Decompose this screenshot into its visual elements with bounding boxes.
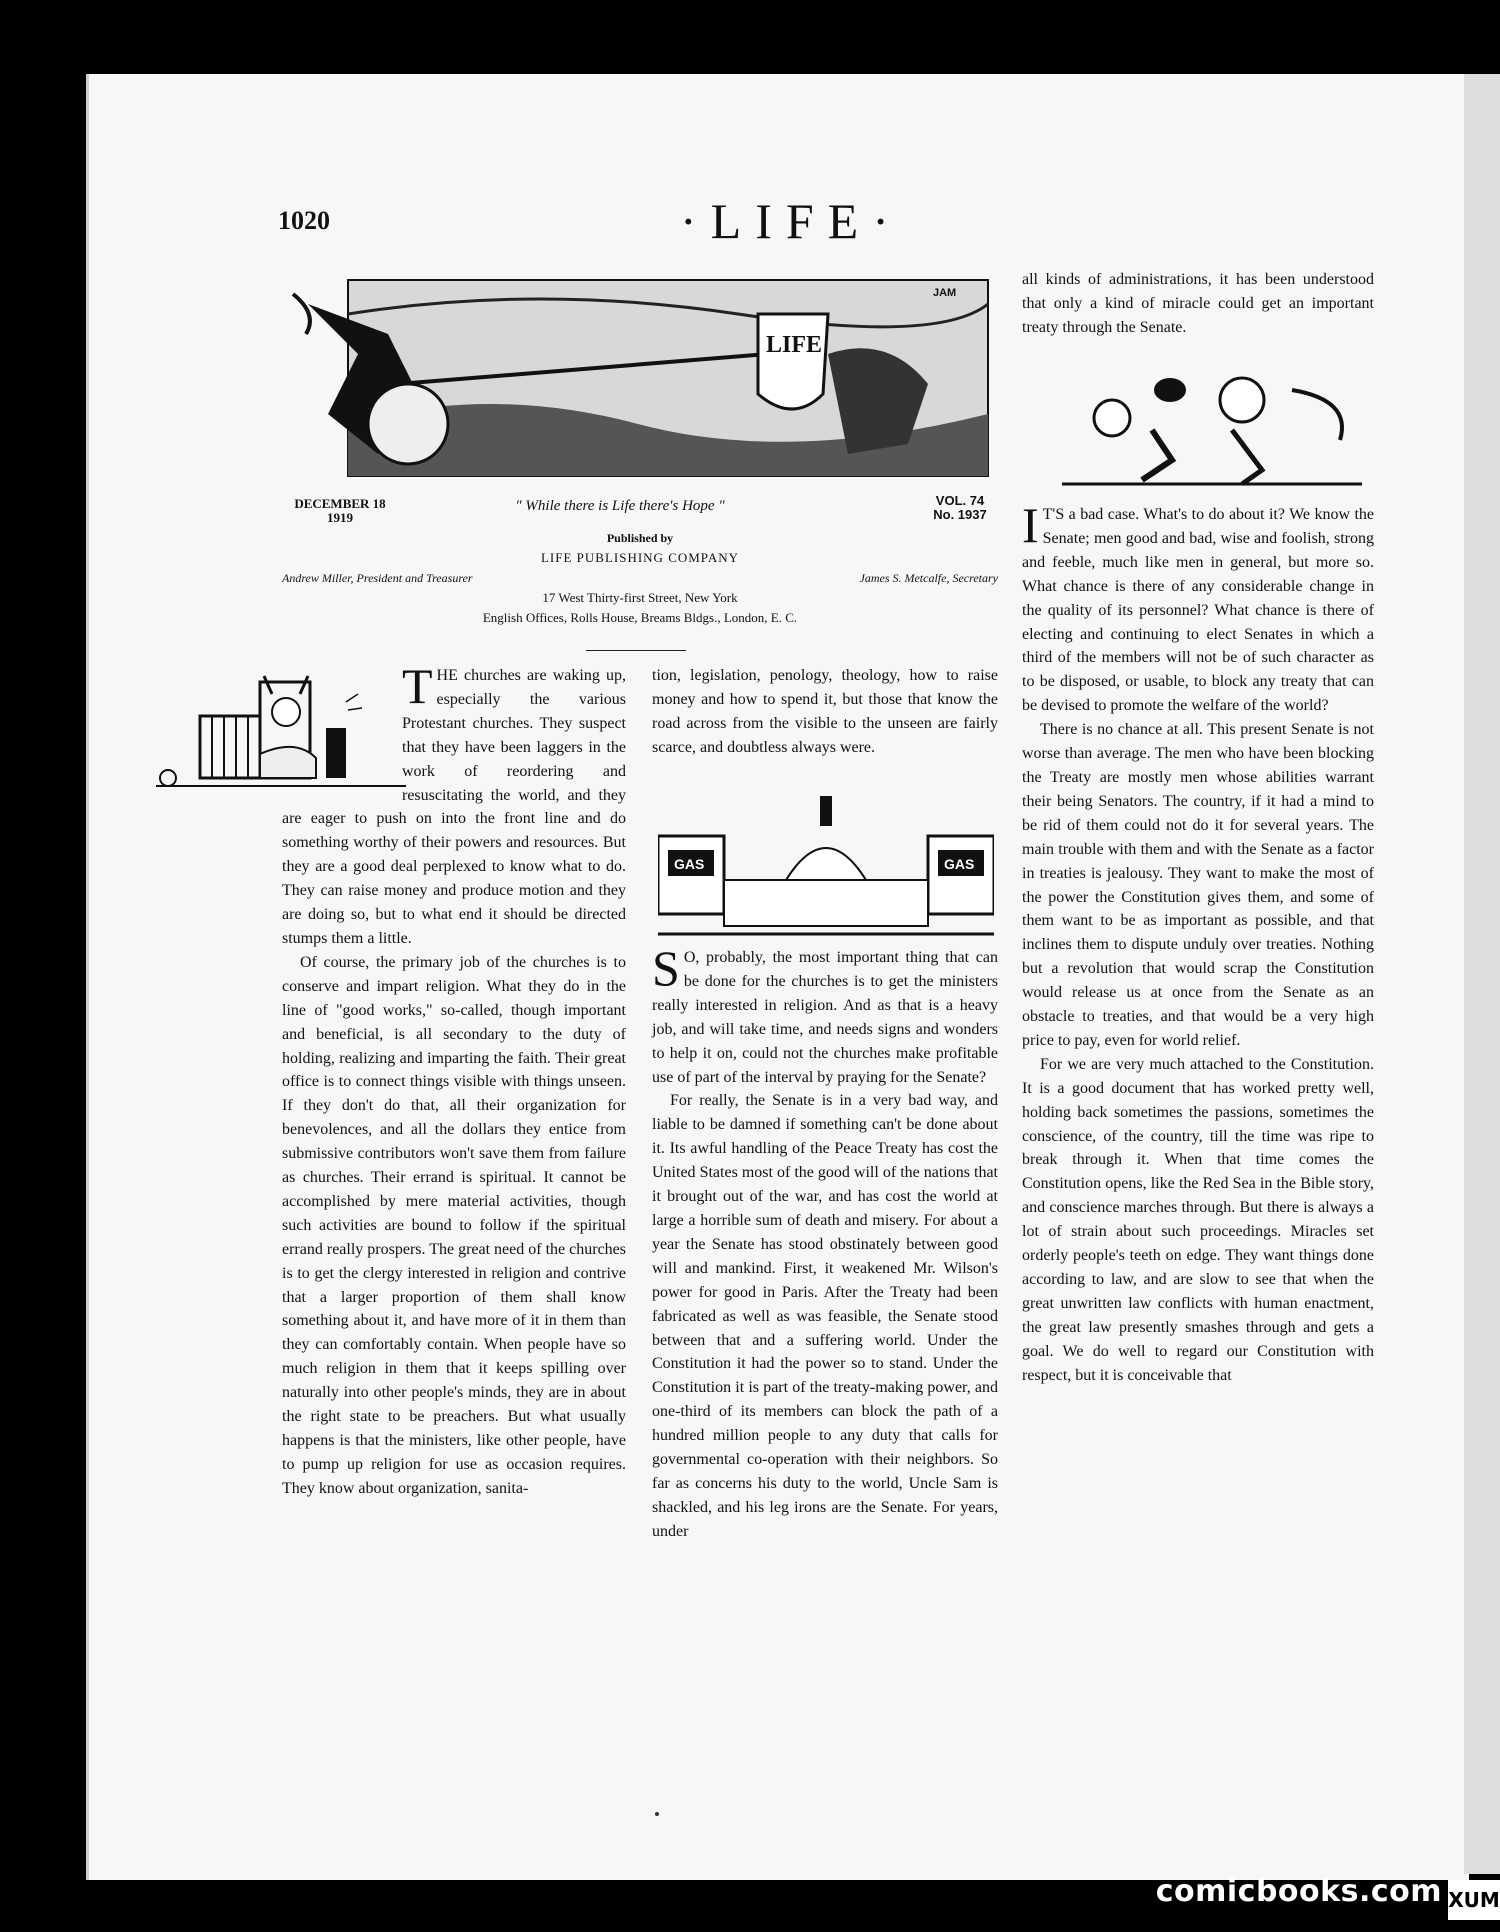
page-dot	[655, 1812, 659, 1816]
article-column-3	[1022, 497, 1374, 1388]
publisher-block	[282, 526, 998, 628]
column1-paragraph-1-text: HE churches are waking up, especially the various Protestant churches. They suspect that they have been laggers in the work of reordering and resuscitating the world, and they are eager to push on into the front line and do something worthy of their powers and resources. But they are a good deal perplexed to know what to do. They can raise money and produce motion and they are doing so, but to what end it should be directed stumps them a little.	[282, 667, 626, 947]
dropcap-i: I	[1022, 497, 1039, 553]
article-column-2	[652, 940, 998, 1544]
divider-rule	[586, 650, 686, 651]
publisher-name: LIFE PUBLISHING COMPANY	[540, 550, 740, 565]
column1-paragraph-2: Of course, the primary job of the churches is to conserve and impart religion. What they do in the line of "good works," so-called, though important and beneficial, is all secondary to the duty of holding, realizing and imparting the faith. Their great office is to connect things visible with things unseen. If they don't do that, all their organization for benevolences, and all the dollars they entice from submissive contributors won't save them from failure as churches. Their errand is spiritual. It cannot be accomplished by mere material activities, though such activities are bound to follow if the spiritual errand really prospers. The great need of the churches is to get the clergy interested in religion and contrive that a larger proportion of them shall know something about it, and have more of it in them than they can comfortably contain. When people have so much religion in them that it keeps spilling over naturally into other people's minds, they are in about the right state to be preachers. But what usually happens is that the ministers, like other people, have to pump up religion for use as occasion requires. They know about organization, sanita-	[282, 953, 626, 1497]
dropcap-s: S	[652, 940, 680, 996]
english-offices-line: English Offices, Rolls House, Breams Bldgs., London, E. C.	[482, 610, 798, 625]
article-column-2-top	[652, 664, 998, 760]
issue-year: 1919	[327, 510, 353, 525]
gas-sign-right: GAS	[944, 856, 975, 872]
shield-text: LIFE	[766, 332, 823, 358]
capitol-gas-illustration	[658, 796, 994, 940]
column2-paragraph-3: For really, the Senate is in a very bad way, and liable to be damned if something can't be done about it. Its awful handling of the Peace Treaty has cost the United States most of the good will of the nations that it brought out of the war, and has cost the world at large a horrible sum of death and misery. For about a year the Senate has stood obstinately between good will and mankind. First, it weakened Mr. Wilson's power for good in Paris. After the Treaty had been fabricated as well as was feasible, the Senate stood between that and a suffering world. Under the Constitution it had the power so to stand. Under the Constitution it is part of the treaty-making power, and one-third of its members can block the path of a hundred million people to any duty that calls for governmental co-operation with their neighbors. So far as concerns his duty to the world, Uncle Sam is shackled, and his leg irons are the Senate. For years, under	[652, 1092, 998, 1540]
column3-paragraph-3: There is no chance at all. This present Senate is not worse than average. The men who have been blocking the Treaty are mostly men whose abilities warrant their being Senators. The country, if it had a mind to be rid of them could not do it for several years. The main trouble with them and with the Senate as a factor in treaties is jealousy. They want to make the most of the power the Constitution gives them, and some of them want to be as important as possible, and that inclines them to dispute unduly over treaties. Nothing but a revolution that would scrap the Constitution would release us at once from the Senate as an obstacle to treaties, and that would be a very high price to pay, even for world relief.	[1022, 721, 1374, 1049]
address-line: 17 West Thirty-first Street, New York	[542, 590, 738, 605]
article-column-3-top	[1022, 268, 1374, 340]
header-illustration	[288, 274, 990, 484]
column2-paragraph-1: tion, legislation, penology, theology, how to raise money and how to spend it, but those that know the road across from the visible to the unseen are fairly scarce, and doubtless always were.	[652, 667, 998, 756]
volume-number: VOL. 74	[935, 493, 985, 508]
column3-paragraph-2-text: T'S a bad case. What's to do about it? We know the Senate; men good and bad, wise and foolish, strong and feeble, much like men in general, but more so. What chance is there of any considerable change in the quality of its personnel? What chance is there of electing and continuing to elect Senates in which a third of the members will not be of such character as to be disposed, or usable, to block any treaty that can be devised to promote the welfare of the world?	[1022, 506, 1374, 715]
dropcap-t: T	[402, 658, 433, 714]
artist-signature: JAM	[933, 287, 957, 299]
gas-sign-left: GAS	[674, 856, 705, 872]
column2-paragraph-2	[652, 940, 998, 1089]
corner-tag: XUM	[1448, 1880, 1500, 1920]
watermark: comicbooks.com	[1155, 1874, 1442, 1909]
column3-paragraph-4: For we are very much attached to the Constitution. It is a good document that has worked pretty well, holding back sometimes the passions, sometimes the conscience, of the country, till the time was ripe to break through it. When that time comes the Constitution opens, like the Red Sea in the Bible story, and conscience marches through. But there is always a lot of strain about such proceedings. Miracles set orderly people's teeth on edge. They want things done according to law, and are slow to see that when the great unwritten law conflicts with human enactment, the great law presently smashes through and gets a goal. We do well to regard our Constitution with respect, but it is conceivable that	[1022, 1055, 1374, 1384]
facing-page-edge	[1464, 74, 1500, 1874]
column3-paragraph-1: all kinds of administrations, it has been understood that only a kind of miracle could get an important treaty through the Senate.	[1022, 271, 1374, 336]
published-by: Published by	[606, 531, 674, 545]
column3-paragraph-2	[1022, 497, 1374, 718]
skeleton-chase-illustration	[1062, 370, 1362, 490]
secretary-line: James S. Metcalfe, Secretary	[859, 571, 998, 585]
column2-paragraph-2-text: O, probably, the most important thing that can be done for the churches is to get the ministers really interested in religion. And as that is a heavy job, and will take time, and needs signs and wonders to help it on, could not the churches make profitable use of part of the interval by praying for the Senate?	[652, 949, 998, 1086]
masthead-title: ·LIFE·	[680, 193, 903, 249]
article-column-1	[282, 658, 626, 1501]
issue-date	[270, 497, 410, 525]
page-number: 1020	[278, 206, 330, 235]
president-line: Andrew Miller, President and Treasurer	[282, 571, 473, 585]
motto: " While there is Life there's Hope "	[515, 498, 725, 514]
volume-info	[920, 494, 1000, 522]
issue-number: No. 1937	[933, 507, 987, 522]
issue-date-text: DECEMBER 18	[294, 496, 386, 511]
